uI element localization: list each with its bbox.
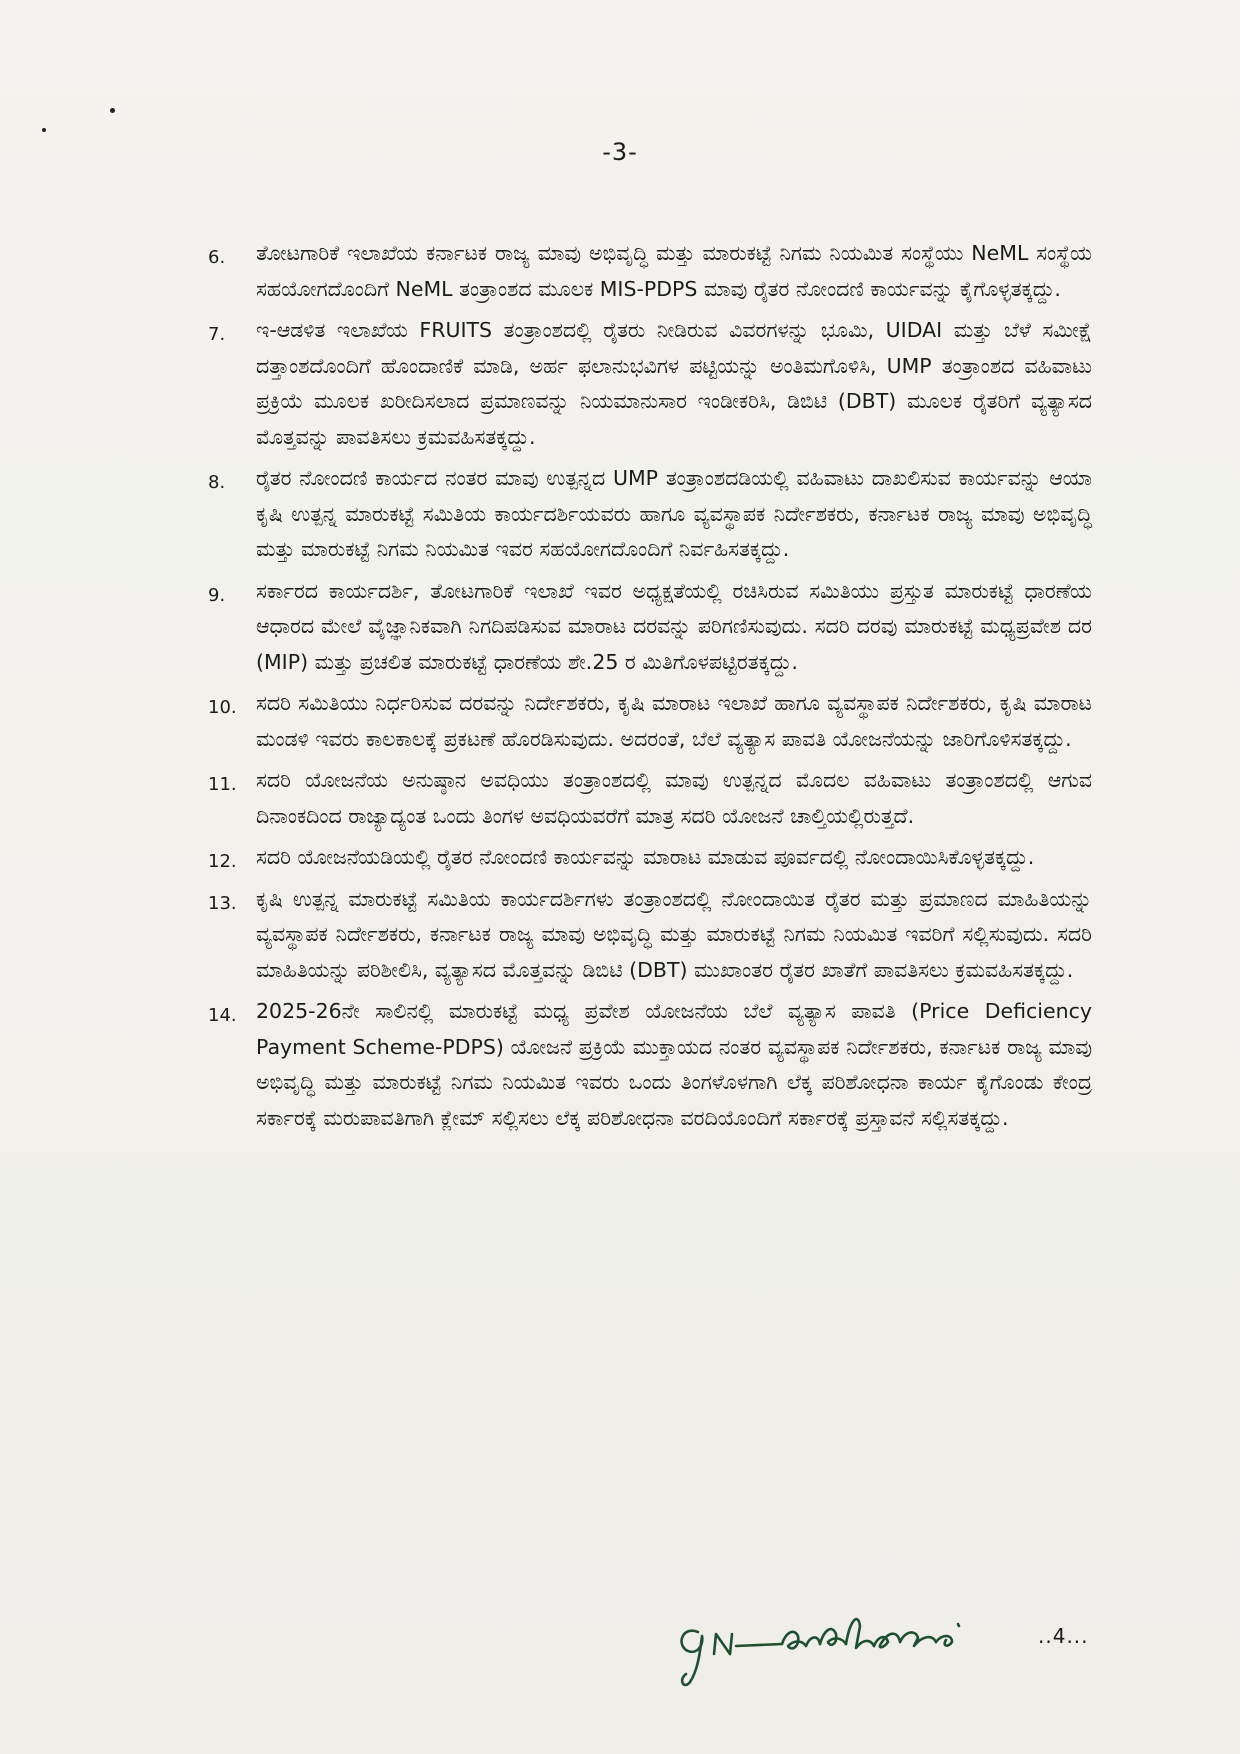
clause-text: ಸದರಿ ಯೋಜನೆಯ ಅನುಷ್ಠಾನ ಅವಧಿಯು ತಂತ್ರಾಂಶದಲ್ಲಿ ಮಾವು ಉತ್ಪನ್ನದ ಮೊದಲ ವಹಿವಾಟು ತಂತ್ರಾಂಶದಲ್ಲಿ ಆಗುವ ದಿನಾಂಕದಿಂದ ರಾಜ್ಯಾದ್ಯಂತ ಒಂದು ತಿಂಗಳ ಅವಧಿಯವರೆಗೆ ಮಾತ್ರ ಸದರಿ ಯೋಜನೆ ಚಾಲ್ತಿಯಲ್ಲಿರುತ್ತದೆ. bbox=[256, 768, 1092, 828]
clause-item bbox=[208, 461, 1092, 568]
clause-list bbox=[208, 236, 1092, 1142]
continuation-marker: ..4... bbox=[1038, 1624, 1089, 1648]
clause-number: 8. bbox=[208, 472, 226, 493]
clause-number: 12. bbox=[208, 851, 237, 872]
scan-speck bbox=[110, 108, 115, 113]
clause-item bbox=[208, 313, 1092, 455]
handwritten-signature bbox=[670, 1590, 1020, 1690]
clause-number: 9. bbox=[208, 584, 226, 606]
clause-item bbox=[208, 994, 1092, 1136]
clause-text: ಸರ್ಕಾರದ ಕಾರ್ಯದರ್ಶಿ, ತೋಟಗಾರಿಕೆ ಇಲಾಖೆ ಇವರ ಅಧ್ಯಕ್ಷತೆಯಲ್ಲಿ ರಚಿಸಿರುವ ಸಮಿತಿಯು ಪ್ರಸ್ತುತ ಮಾರುಕಟ್ಟೆ ಧಾರಣೆಯ ಆಧಾರದ ಮೇಲೆ ವೈಜ್ಞಾನಿಕವಾಗಿ ನಿಗದಿಪಡಿಸುವ ಮಾರಾಟ ದರವನ್ನು ಪರಿಗಣಿಸುವುದು. ಸದರಿ ದರವು ಮಾರುಕಟ್ಟೆ ಮಧ್ಯಪ್ರವೇಶ ದರ (MIP) ಮತ್ತು ಪ್ರಚಲಿತ ಮಾರುಕಟ್ಟೆ ಧಾರಣೆಯ ಶೇ.25 ರ ಮಿತಿಗೊಳಪಟ್ಟಿರತಕ್ಕದ್ದು. bbox=[256, 578, 1092, 674]
page-number: -3- bbox=[602, 138, 638, 166]
clause-item bbox=[208, 236, 1092, 307]
clause-text: ತೋಟಗಾರಿಕೆ ಇಲಾಖೆಯ ಕರ್ನಾಟಕ ರಾಜ್ಯ ಮಾವು ಅಭಿವೃದ್ಧಿ ಮತ್ತು ಮಾರುಕಟ್ಟೆ ನಿಗಮ ನಿಯಮಿತ ಸಂಸ್ಥೆಯು NeML ಸಂಸ್ಥೆಯ ಸಹಯೋಗದೊಂದಿಗೆ NeML ತಂತ್ರಾಂಶದ ಮೂಲಕ MIS-PDPS ಮಾವು ರೈತರ ನೋಂದಣಿ ಕಾರ್ಯವನ್ನು ಕೈಗೊಳ್ಳತಕ್ಕದ್ದು. bbox=[256, 241, 1092, 301]
clause-number: 14. bbox=[208, 1005, 237, 1026]
clause-number: 13. bbox=[208, 892, 237, 914]
clause-item bbox=[208, 763, 1092, 834]
clause-item bbox=[208, 882, 1092, 989]
clause-number: 10. bbox=[208, 697, 237, 718]
clause-number: 6. bbox=[208, 247, 226, 268]
clause-item bbox=[208, 686, 1092, 757]
clause-text: ಕೃಷಿ ಉತ್ಪನ್ನ ಮಾರುಕಟ್ಟೆ ಸಮಿತಿಯ ಕಾರ್ಯದರ್ಶಿಗಳು ತಂತ್ರಾಂಶದಲ್ಲಿ ನೋಂದಾಯಿತ ರೈತರ ಮತ್ತು ಪ್ರಮಾಣದ ಮಾಹಿತಿಯನ್ನು ವ್ಯವಸ್ಥಾಪಕ ನಿರ್ದೇಶಕರು, ಕರ್ನಾಟಕ ರಾಜ್ಯ ಮಾವು ಅಭಿವೃದ್ಧಿ ಮತ್ತು ಮಾರುಕಟ್ಟೆ ನಿಗಮ ನಿಯಮಿತ ಇವರಿಗೆ ಸಲ್ಲಿಸುವುದು. ಸದರಿ ಮಾಹಿತಿಯನ್ನು ಪರಿಶೀಲಿಸಿ, ವ್ಯತ್ಯಾಸದ ಮೊತ್ತವನ್ನು ಡಿಬಿಟಿ (DBT) ಮುಖಾಂತರ ರೈತರ ಖಾತೆಗೆ ಪಾವತಿಸಲು ಕ್ರಮವಹಿಸತಕ್ಕದ್ದು. bbox=[256, 886, 1092, 982]
clause-number: 11. bbox=[208, 774, 237, 795]
clause-text: 2025-26ನೇ ಸಾಲಿನಲ್ಲಿ ಮಾರುಕಟ್ಟೆ ಮಧ್ಯ ಪ್ರವೇಶ ಯೋಜನೆಯ ಬೆಲೆ ವ್ಯತ್ಯಾಸ ಪಾವತಿ (Price Deficiency Payment Scheme-PDPS) ಯೋಜನೆ ಪ್ರಕ್ರಿಯೆ ಮುಕ್ತಾಯದ ನಂತರ ವ್ಯವಸ್ಥಾಪಕ ನಿರ್ದೇಶಕರು, ಕರ್ನಾಟಕ ರಾಜ್ಯ ಮಾವು ಅಭಿವೃದ್ಧಿ ಮತ್ತು ಮಾರುಕಟ್ಟೆ ನಿಗಮ ನಿಯಮಿತ ಇವರು ಒಂದು ತಿಂಗಳೊಳಗಾಗಿ ಲೆಕ್ಕ ಪರಿಶೋಧನಾ ಕಾರ್ಯ ಕೈಗೊಂಡು ಕೇಂದ್ರ ಸರ್ಕಾರಕ್ಕೆ ಮರುಪಾವತಿಗಾಗಿ ಕ್ಲೇಮ್ ಸಲ್ಲಿಸಲು ಲೆಕ್ಕ ಪರಿಶೋಧನಾ ವರದಿಯೊಂದಿಗೆ ಸರ್ಕಾರಕ್ಕೆ ಪ್ರಸ್ತಾವನೆ ಸಲ್ಲಿಸತಕ್ಕದ್ದು. bbox=[256, 999, 1092, 1130]
clause-text: ಸದರಿ ಸಮಿತಿಯು ನಿರ್ಧರಿಸುವ ದರವನ್ನು ನಿರ್ದೇಶಕರು, ಕೃಷಿ ಮಾರಾಟ ಇಲಾಖೆ ಹಾಗೂ ವ್ಯವಸ್ಥಾಪಕ ನಿರ್ದೇಶಕರು, ಕೃಷಿ ಮಾರಾಟ ಮಂಡಳಿ ಇವರು ಕಾಲಕಾಲಕ್ಕೆ ಪ್ರಕಟಣೆ ಹೊರಡಿಸುವುದು. ಅದರಂತೆ, ಬೆಲೆ ವ್ಯತ್ಯಾಸ ಪಾವತಿ ಯೋಜನೆಯನ್ನು ಜಾರಿಗೊಳಿಸತಕ್ಕದ್ದು. bbox=[256, 691, 1092, 751]
clause-text: ಸದರಿ ಯೋಜನೆಯಡಿಯಲ್ಲಿ ರೈತರ ನೋಂದಣಿ ಕಾರ್ಯವನ್ನು ಮಾರಾಟ ಮಾಡುವ ಪೂರ್ವದಲ್ಲಿ ನೋಂದಾಯಿಸಿಕೊಳ್ಳತಕ್ಕದ್ದು. bbox=[256, 845, 1035, 869]
scan-speck bbox=[42, 128, 46, 132]
clause-text: ಇ-ಆಡಳಿತ ಇಲಾಖೆಯ FRUITS ತಂತ್ರಾಂಶದಲ್ಲಿ ರೈತರು ನೀಡಿರುವ ವಿವರಗಳನ್ನು ಭೂಮಿ, UIDAI ಮತ್ತು ಬೆಳೆ ಸಮೀಕ್ಷೆ ದತ್ತಾಂಶದೊಂದಿಗೆ ಹೊಂದಾಣಿಕೆ ಮಾಡಿ, ಅರ್ಹ ಫಲಾನುಭವಿಗಳ ಪಟ್ಟಿಯನ್ನು ಅಂತಿಮಗೊಳಿಸಿ, UMP ತಂತ್ರಾಂಶದ ವಹಿವಾಟು ಪ್ರಕ್ರಿಯೆ ಮೂಲಕ ಖರೀದಿಸಲಾದ ಪ್ರಮಾಣವನ್ನು ನಿಯಮಾನುಸಾರ ಇಂಡೀಕರಿಸಿ, ಡಿಬಿಟಿ (DBT) ಮೂಲಕ ರೈತರಿಗೆ ವ್ಯತ್ಯಾಸದ ಮೊತ್ತವನ್ನು ಪಾವತಿಸಲು ಕ್ರಮವಹಿಸತಕ್ಕದ್ದು. bbox=[256, 318, 1092, 449]
clause-item bbox=[208, 840, 1092, 876]
clause-item bbox=[208, 574, 1092, 681]
clause-text: ರೈತರ ನೋಂದಣಿ ಕಾರ್ಯದ ನಂತರ ಮಾವು ಉತ್ಪನ್ನದ UMP ತಂತ್ರಾಂಶದಡಿಯಲ್ಲಿ ವಹಿವಾಟು ದಾಖಲಿಸುವ ಕಾರ್ಯವನ್ನು ಆಯಾ ಕೃಷಿ ಉತ್ಪನ್ನ ಮಾರುಕಟ್ಟೆ ಸಮಿತಿಯ ಕಾರ್ಯದರ್ಶಿಯವರು ಹಾಗೂ ವ್ಯವಸ್ಥಾಪಕ ನಿರ್ದೇಶಕರು, ಕರ್ನಾಟಕ ರಾಜ್ಯ ಮಾವು ಅಭಿವೃದ್ಧಿ ಮತ್ತು ಮಾರುಕಟ್ಟೆ ನಿಗಮ ನಿಯಮಿತ ಇವರ ಸಹಯೋಗದೊಂದಿಗೆ ನಿರ್ವಹಿಸತಕ್ಕದ್ದು. bbox=[256, 466, 1092, 561]
clause-number: 7. bbox=[208, 324, 226, 345]
